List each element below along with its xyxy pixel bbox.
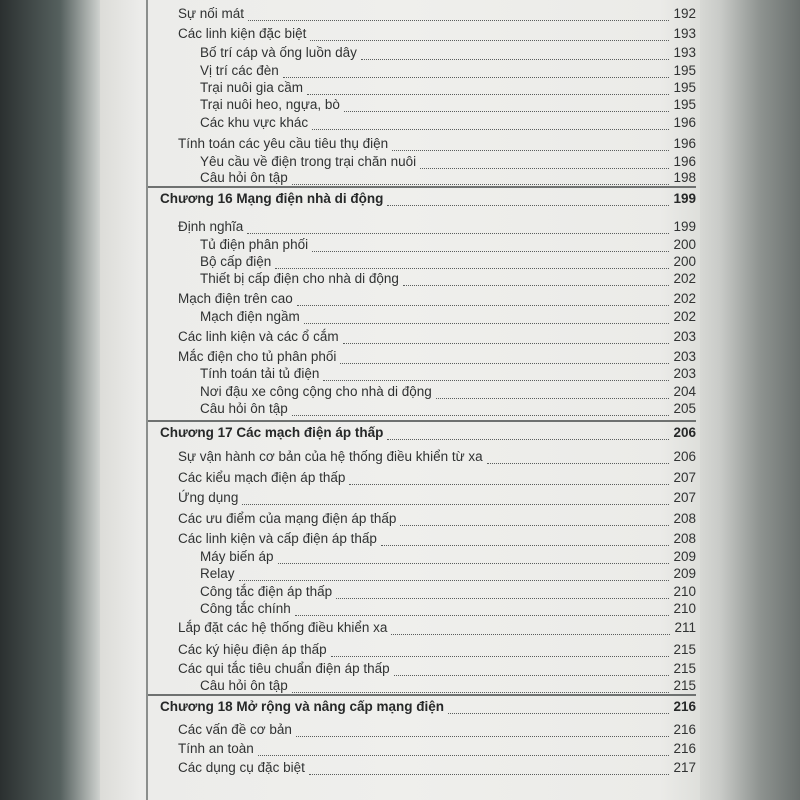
toc-page-number: 196 — [673, 115, 696, 130]
toc-entry-label: Máy biến áp — [200, 549, 274, 564]
toc-page-number: 195 — [673, 97, 696, 112]
toc-entry-label: Trại nuôi heo, ngựa, bò — [200, 97, 340, 112]
toc-entry — [178, 620, 696, 638]
toc-page-number: 208 — [673, 531, 696, 546]
toc-entry — [200, 97, 696, 115]
toc-entry — [178, 511, 696, 529]
toc-entry — [178, 722, 696, 740]
toc-entry-label: Các khu vực khác — [200, 115, 309, 130]
toc-page-number: 203 — [673, 366, 696, 381]
dot-leader — [344, 97, 670, 112]
dot-leader — [292, 170, 670, 185]
toc-page-number: 215 — [673, 642, 696, 657]
toc-entry-label: Tính toán tải tủ điện — [200, 366, 320, 381]
toc-page-number: 204 — [673, 384, 696, 399]
toc-entry-label: Công tắc chính — [200, 601, 291, 616]
toc-entry-label: Chương 16 Mạng điện nhà di động — [160, 191, 384, 206]
toc-entry-label: Các ký hiệu điện áp thấp — [178, 642, 327, 657]
toc-page-number: 202 — [673, 291, 696, 306]
toc-entry-label: Thiết bị cấp điện cho nhà di động — [200, 271, 399, 286]
toc-entry — [178, 349, 696, 367]
toc-page-number: 210 — [673, 584, 696, 599]
toc-entry — [200, 80, 696, 98]
dot-leader — [292, 678, 670, 693]
toc-entry-label: Các linh kiện và cấp điện áp thấp — [178, 531, 377, 546]
toc-entry — [178, 219, 696, 237]
toc-entry — [200, 401, 696, 419]
toc-entry-label: Chương 18 Mở rộng và nâng cấp mạng điện — [160, 699, 445, 714]
toc-entry — [178, 490, 696, 508]
dot-leader — [420, 154, 669, 169]
dot-leader — [297, 291, 670, 306]
dot-leader — [343, 329, 670, 344]
toc-page-number: 206 — [673, 449, 696, 464]
toc-entry — [200, 549, 696, 567]
toc-entry-label: Các dụng cụ đặc biệt — [178, 760, 305, 775]
toc-page-number: 207 — [673, 490, 696, 505]
toc-entry — [200, 601, 696, 619]
toc-entry-label: Mạch điện trên cao — [178, 291, 293, 306]
toc-entry-label: Vị trí các đèn — [200, 63, 279, 78]
toc-entry-label: Relay — [200, 566, 235, 581]
dot-leader — [391, 620, 670, 635]
toc-page-number: 215 — [673, 678, 696, 693]
dot-leader — [258, 741, 670, 756]
toc-entry — [178, 6, 696, 24]
toc-page-number: 207 — [673, 470, 696, 485]
dot-leader — [387, 425, 669, 440]
toc-page-number: 198 — [673, 170, 696, 185]
chapter-separator-line — [148, 420, 696, 422]
dot-leader — [239, 566, 670, 581]
toc-page-number: 199 — [673, 219, 696, 234]
toc-page-number: 205 — [673, 401, 696, 416]
dot-leader — [247, 219, 669, 234]
toc-page-number: 209 — [673, 549, 696, 564]
toc-page-number: 200 — [673, 254, 696, 269]
toc-page-number: 216 — [673, 722, 696, 737]
toc-entry — [200, 254, 696, 272]
dot-leader — [400, 511, 669, 526]
toc-entry — [200, 384, 696, 402]
dot-leader — [487, 449, 670, 464]
toc-entry-label: Bộ cấp điện — [200, 254, 272, 269]
toc-entry-label: Mạch điện ngầm — [200, 309, 300, 324]
toc-entry — [200, 271, 696, 289]
toc-page-number: 203 — [673, 349, 696, 364]
dot-leader — [349, 470, 669, 485]
toc-entry-label: Các ưu điểm của mạng điện áp thấp — [178, 511, 397, 526]
toc-entry-label: Công tắc điện áp thấp — [200, 584, 333, 599]
dot-leader — [295, 601, 670, 616]
dot-leader — [323, 366, 669, 381]
toc-entry-label: Câu hỏi ôn tập — [200, 678, 288, 693]
dot-leader — [248, 6, 669, 21]
toc-entry — [200, 115, 696, 133]
dot-leader — [309, 760, 670, 775]
toc-entry — [200, 45, 696, 63]
dot-leader — [296, 722, 670, 737]
toc-entry — [178, 531, 696, 549]
toc-page-number: 200 — [673, 237, 696, 252]
dot-leader — [307, 80, 669, 95]
toc-entry-label: Các qui tắc tiêu chuẩn điện áp thấp — [178, 661, 390, 676]
toc-entry-label: Chương 17 Các mạch điện áp thấp — [160, 425, 384, 440]
chapter-heading — [160, 191, 696, 209]
toc-entry-label: Bố trí cáp và ống luồn dây — [200, 45, 357, 60]
toc-page-number: 203 — [673, 329, 696, 344]
toc-entry — [200, 566, 696, 584]
dot-leader — [436, 384, 670, 399]
toc-entry — [178, 760, 696, 778]
page-margin-line — [146, 0, 148, 800]
toc-entry — [200, 309, 696, 327]
dot-leader — [292, 401, 670, 416]
toc-entry — [178, 26, 696, 44]
dot-leader — [387, 191, 669, 206]
toc-page-number: 208 — [673, 511, 696, 526]
dot-leader — [310, 26, 669, 41]
toc-entry-label: Câu hỏi ôn tập — [200, 401, 288, 416]
toc-page-number: 215 — [673, 661, 696, 676]
toc-entry — [178, 329, 696, 347]
toc-entry — [200, 366, 696, 384]
toc-entry — [200, 584, 696, 602]
toc-page-number: 209 — [673, 566, 696, 581]
toc-entry-label: Tính an toàn — [178, 741, 254, 756]
toc-entry-label: Các vấn đề cơ bản — [178, 722, 292, 737]
dot-leader — [283, 63, 670, 78]
toc-entry-label: Ứng dụng — [178, 490, 239, 505]
toc-entry — [200, 237, 696, 255]
dot-leader — [278, 549, 670, 564]
toc-entry — [178, 642, 696, 660]
toc-entry-label: Các linh kiện đặc biệt — [178, 26, 307, 41]
toc-entry — [178, 661, 696, 679]
toc-page-number: 195 — [673, 80, 696, 95]
toc-entry — [178, 741, 696, 759]
dot-leader — [340, 349, 669, 364]
toc-entry — [200, 63, 696, 81]
toc-entry-label: Yêu cầu về điện trong trại chăn nuôi — [200, 154, 417, 169]
toc-page-number: 202 — [673, 309, 696, 324]
toc-page-number: 202 — [673, 271, 696, 286]
toc-entry-label: Trại nuôi gia cầm — [200, 80, 304, 95]
toc-entry-label: Sự nối mát — [178, 6, 245, 21]
toc-entry — [200, 170, 696, 188]
toc-entry-label: Tủ điện phân phối — [200, 237, 309, 252]
toc-entry-label: Tính toán các yêu cầu tiêu thụ điện — [178, 136, 389, 151]
toc-entry — [178, 136, 696, 154]
toc-entry — [178, 449, 696, 467]
dot-leader — [312, 115, 669, 130]
toc-entry-label: Nơi đậu xe công cộng cho nhà di động — [200, 384, 432, 399]
toc-page-number: 192 — [673, 6, 696, 21]
toc-page-number: 210 — [673, 601, 696, 616]
toc-page-number: 196 — [673, 154, 696, 169]
dot-leader — [312, 237, 669, 252]
toc-page-number: 217 — [673, 760, 696, 775]
toc-entry-label: Định nghĩa — [178, 219, 244, 234]
toc-entry-label: Các linh kiện và các ổ cắm — [178, 329, 339, 344]
toc-entry-label: Mắc điện cho tủ phân phối — [178, 349, 337, 364]
toc-entry — [178, 470, 696, 488]
dot-leader — [304, 309, 670, 324]
toc-page-number: 193 — [673, 26, 696, 41]
toc-page-number: 199 — [673, 191, 696, 206]
dot-leader — [275, 254, 669, 269]
toc-entry-label: Các kiểu mạch điện áp thấp — [178, 470, 346, 485]
dot-leader — [336, 584, 669, 599]
toc-page-number: 206 — [673, 425, 696, 440]
dot-leader — [403, 271, 670, 286]
dot-leader — [448, 699, 669, 714]
toc-entry — [200, 678, 696, 696]
toc-page-number: 211 — [674, 620, 696, 635]
toc-entry-label: Sự vận hành cơ bản của hệ thống điều khiển từ xa — [178, 449, 483, 464]
toc-page-number: 216 — [673, 699, 696, 714]
toc-page-number: 195 — [673, 63, 696, 78]
toc-entry-label: Câu hỏi ôn tập — [200, 170, 288, 185]
dot-leader — [242, 490, 669, 505]
toc-entry-label: Lắp đặt các hệ thống điều khiển xa — [178, 620, 388, 635]
toc-page-number: 216 — [673, 741, 696, 756]
toc-entry — [178, 291, 696, 309]
toc-page-number: 196 — [673, 136, 696, 151]
toc-page-number: 193 — [673, 45, 696, 60]
dot-leader — [394, 661, 670, 676]
dot-leader — [381, 531, 670, 546]
dot-leader — [361, 45, 670, 60]
chapter-heading — [160, 699, 696, 717]
dot-leader — [392, 136, 669, 151]
dot-leader — [331, 642, 670, 657]
chapter-heading — [160, 425, 696, 443]
